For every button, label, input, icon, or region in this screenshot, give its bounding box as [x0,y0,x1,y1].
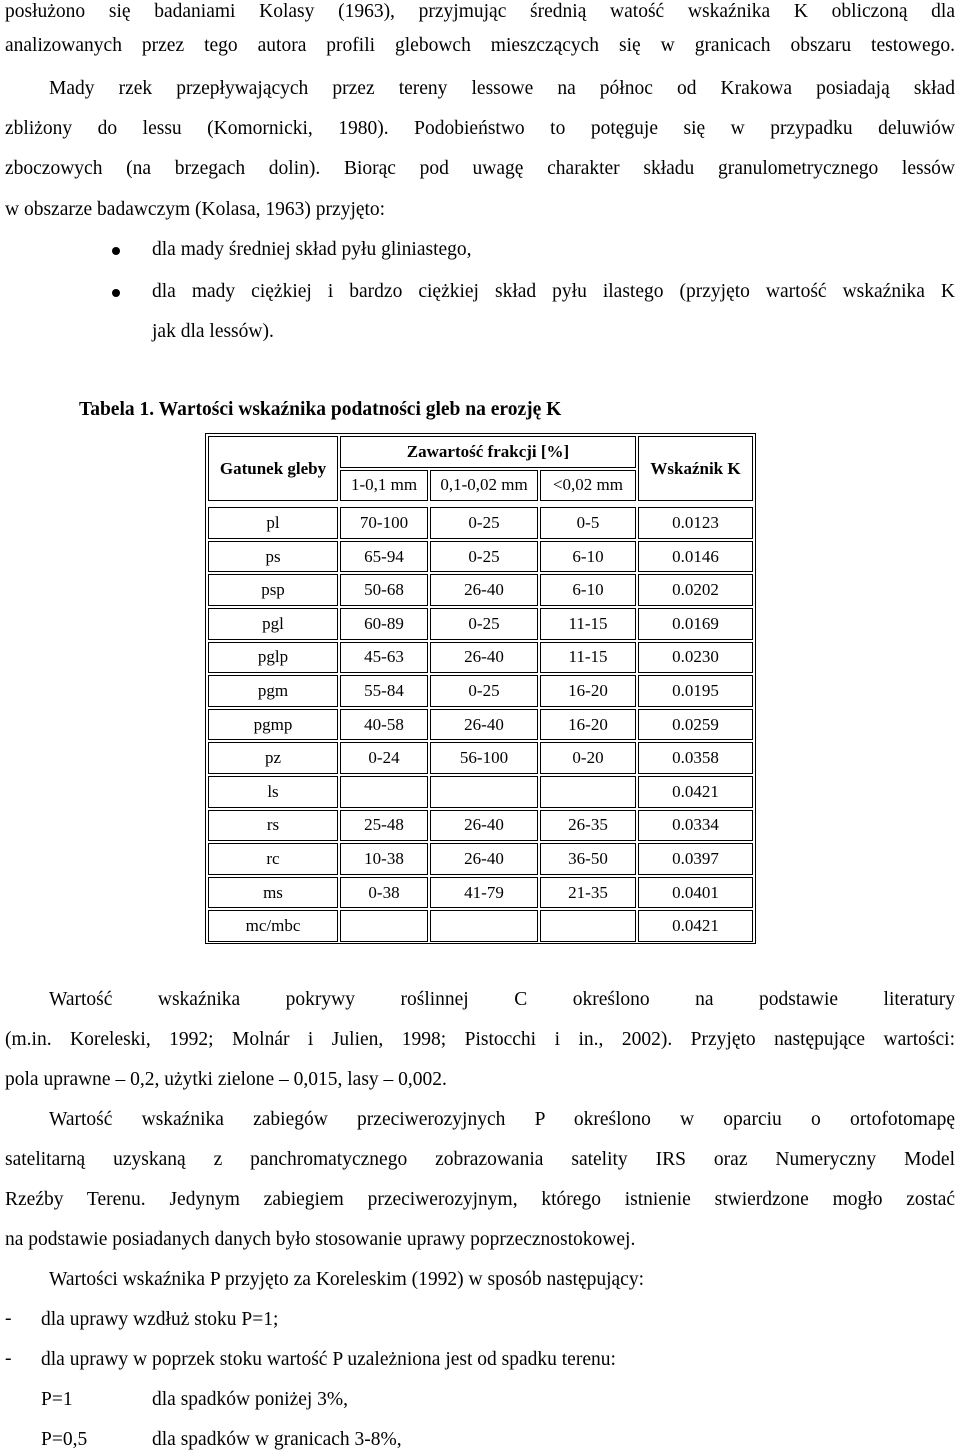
table-cell [340,910,428,942]
text-line-14: Wartości wskaźnika P przyjęto za Koreleskim (1992) w sposób następujący: [49,1269,645,1290]
header-fractions: Zawartość frakcji [%] [340,436,636,468]
table-cell: 0.0421 [638,910,753,942]
table-cell: pglp [208,642,338,674]
table-row [208,810,753,842]
table-cell: 0.0421 [638,776,753,808]
table-cell: ms [208,877,338,909]
p-value-2: P=0,5 [41,1429,88,1450]
text-line-3: Mady rzek przepływających przez tereny lessowe na północ od Krakowa posiadają skład [49,78,955,99]
text-line-10: Wartość wskaźnika zabiegów przeciwerozyjnych P określono w oparciu o ortofotomapę [49,1109,955,1130]
table-cell: rs [208,810,338,842]
table-cell: 21-35 [540,877,636,909]
table-row [208,709,753,741]
table-cell: 26-40 [430,574,538,606]
table-cell: 0-5 [540,507,636,539]
table-row [208,843,753,875]
subheader-medium: 0,1-0,02 mm [430,470,538,502]
dash-marker: - [5,1348,12,1369]
text-line-8: (m.in. Koreleski, 1992; Molnár i Julien, 1998; Pistocchi i in., 2002). Przyjęto następujące wartości: [5,1029,955,1050]
p-value-1: P=1 [41,1389,73,1410]
table-cell [540,776,636,808]
table-row [208,776,753,808]
table-cell: 0.0123 [638,507,753,539]
table-row [208,608,753,640]
table-cell [430,776,538,808]
table-cell: 26-40 [430,810,538,842]
text-line-6: w obszarze badawczym (Kolasa, 1963) przyjęto: [5,199,386,220]
table-cell [540,910,636,942]
table-cell: 0.0397 [638,843,753,875]
table-row [208,642,753,674]
table-cell: 0.0401 [638,877,753,909]
p-desc-1: dla spadków poniżej 3%, [152,1389,349,1410]
table-cell: 6-10 [540,541,636,573]
table-cell: 25-48 [340,810,428,842]
table-cell: 26-40 [430,843,538,875]
table-row [208,910,753,942]
table-cell: 16-20 [540,709,636,741]
table-row [208,742,753,774]
table-row [208,675,753,707]
table-cell: pl [208,507,338,539]
table-cell: 0.0230 [638,642,753,674]
subheader-coarse: 1-0,1 mm [340,470,428,502]
table-cell: 41-79 [430,877,538,909]
table-cell: 0.0202 [638,574,753,606]
table-cell: pgmp [208,709,338,741]
table-cell: 0.0334 [638,810,753,842]
table-row [208,574,753,606]
table-cell: 26-40 [430,709,538,741]
table-cell: 60-89 [340,608,428,640]
bullet-item-2: dla mady ciężkiej i bardzo ciężkiej skład pyłu ilastego (przyjęto wartość wskaźnika K [152,281,955,302]
table-cell: psp [208,574,338,606]
header-k: Wskaźnik K [638,436,753,501]
table-cell: 56-100 [430,742,538,774]
text-line-4: zbliżony do lessu (Komornicki, 1980). Podobieństwo to potęguje się w przypadku deluwiów [5,118,955,139]
table-cell: 0-20 [540,742,636,774]
table-cell: 0.0195 [638,675,753,707]
table-cell: 70-100 [340,507,428,539]
table-cell: 0-25 [430,541,538,573]
dash-item-1: dla uprawy wzdłuż stoku P=1; [41,1309,279,1330]
table-cell: 0.0259 [638,709,753,741]
table-cell: 16-20 [540,675,636,707]
bullet-item-2-cont: jak dla lessów). [152,321,274,342]
table-cell: 36-50 [540,843,636,875]
table-cell: 0.0146 [638,541,753,573]
table-cell: 0-38 [340,877,428,909]
table-cell: 11-15 [540,642,636,674]
text-line-7: Wartość wskaźnika pokrywy roślinnej C określono na podstawie literatury [49,989,955,1010]
p-desc-2: dla spadków w granicach 3-8%, [152,1429,402,1450]
table-cell [430,910,538,942]
table-cell: 10-38 [340,843,428,875]
table-cell: 6-10 [540,574,636,606]
dash-marker: - [5,1308,12,1329]
text-line-1: posłużono się badaniami Kolasy (1963), przyjmując średnią watość wskaźnika K obliczoną dla [5,1,955,22]
table-cell: mc/mbc [208,910,338,942]
table-cell: pz [208,742,338,774]
text-line-2: analizowanych przez tego autora profili glebowch mieszczących się w granicach obszaru testowego. [5,35,955,56]
text-line-13: na podstawie posiadanych danych było stosowanie uprawy poprzecznostokowej. [5,1229,636,1250]
bullet-dot [112,247,120,255]
table-cell: pgl [208,608,338,640]
table-cell: 26-40 [430,642,538,674]
text-line-11: satelitarną uzyskaną z panchromatycznego zobrazowania satelity IRS oraz Numeryczny Model [5,1149,955,1170]
table-cell: 0.0358 [638,742,753,774]
text-line-5: zboczowych (na brzegach dolin). Biorąc pod uwagę charakter składu granulometrycznego lessów [5,158,955,179]
text-line-9: pola uprawne – 0,2, użytki zielone – 0,015, lasy – 0,002. [5,1069,447,1090]
table-cell: 26-35 [540,810,636,842]
table-cell: 11-15 [540,608,636,640]
table-row [208,507,753,539]
table-caption: Tabela 1. Wartości wskaźnika podatności gleb na erozję K [79,399,562,420]
table-cell: 55-84 [340,675,428,707]
bullet-item-1: dla mady średniej skład pyłu gliniastego, [152,239,472,260]
table-cell: 50-68 [340,574,428,606]
table-cell: 45-63 [340,642,428,674]
header-soil: Gatunek gleby [208,436,338,501]
table-cell: 0-24 [340,742,428,774]
text-line-12: Rzeźby Terenu. Jedynym zabiegiem przeciwerozyjnym, którego istnienie stwierdzone mogło zostać [5,1189,955,1210]
table-cell: 40-58 [340,709,428,741]
table-cell: 0-25 [430,507,538,539]
table-cell: 0.0169 [638,608,753,640]
bullet-dot [112,289,120,297]
table-cell [340,776,428,808]
table-row [208,541,753,573]
table-cell: ps [208,541,338,573]
table-cell: rc [208,843,338,875]
table-cell: 65-94 [340,541,428,573]
dash-item-2: dla uprawy w poprzek stoku wartość P uzależniona jest od spadku terenu: [41,1349,616,1370]
subheader-fine: <0,02 mm [540,470,636,502]
table-cell: ls [208,776,338,808]
table-row [208,877,753,909]
table-cell: 0-25 [430,675,538,707]
k-factor-table [205,433,756,944]
table-cell: pgm [208,675,338,707]
table-cell: 0-25 [430,608,538,640]
